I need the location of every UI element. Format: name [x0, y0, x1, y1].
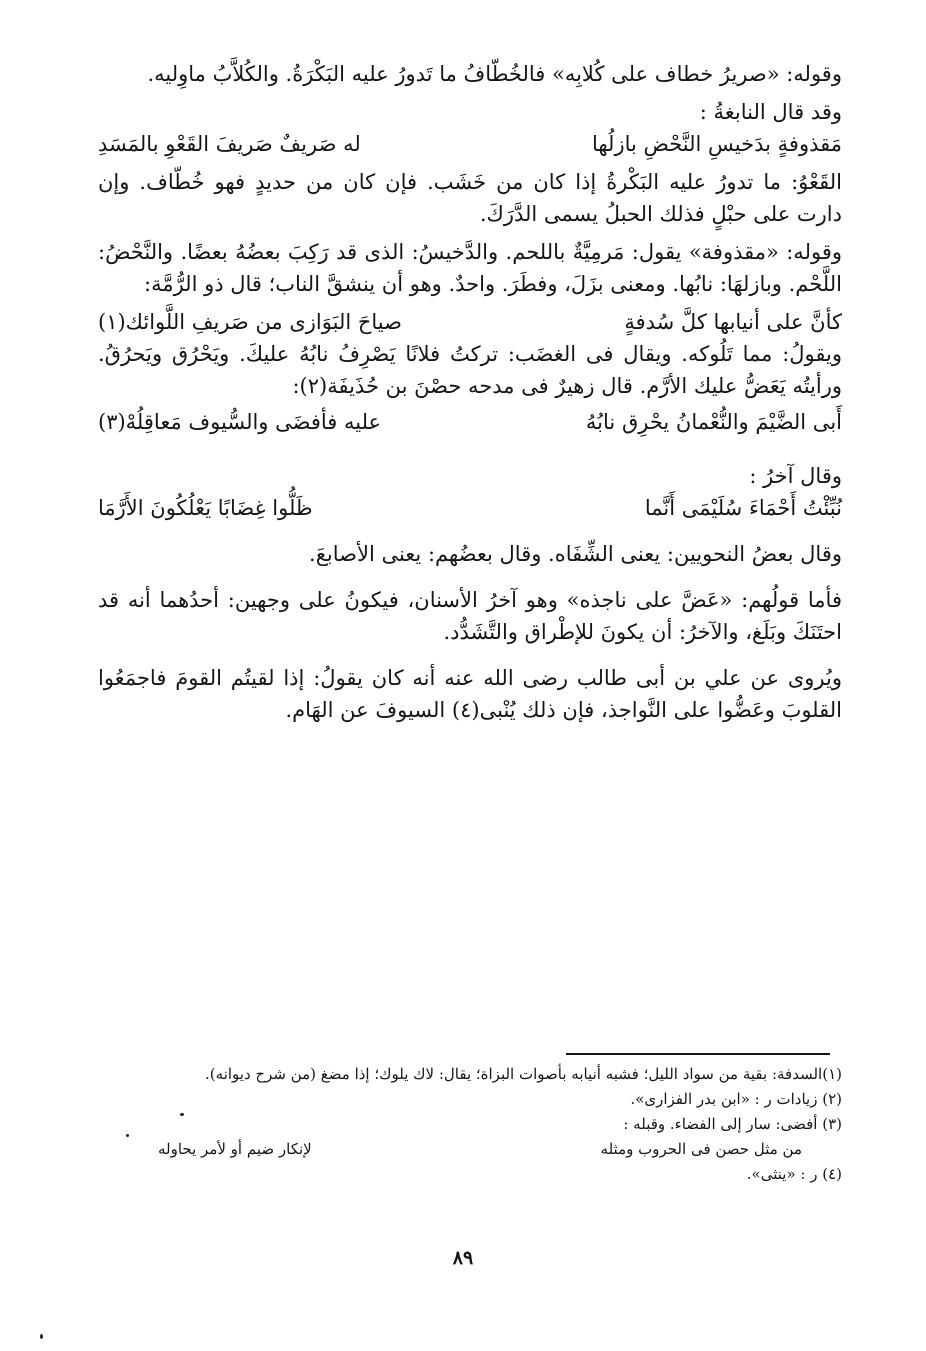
verse-second-hemistich: له صَريفٌ صَريفَ القَعْوِ بالمَسَدِ	[98, 132, 361, 156]
paragraph: فأما قولُهم: «عَضَّ على ناجذه» وهو آخرُ الأسنان، فيكونُ على وجهين: أحدُهما أنه قد احتَنَكَ وبَلَغ، والآخرُ: أن يكونَ للإطْراق والتَّشَدُّد.	[98, 588, 842, 644]
verse-first-hemistich: نُبِّئْتُ أَحْمَاءَ سُلَيْمَى أَنَّما	[644, 496, 842, 520]
footnote-verse-first-hemistich: من مثل حصن فى الحروب ومثله	[600, 1140, 802, 1158]
footnotes	[98, 1062, 842, 1187]
footnote: (٣) أفضى: سار إلى الفضاء. وقبله :	[623, 1115, 842, 1133]
paragraph: وقال آخرُ :	[749, 464, 842, 488]
paragraph: وقد قال النابغةُ :	[699, 100, 842, 124]
paragraph: وقال بعضُ النحويين: يعنى الشِّفَاه. وقال بعضُهم: يعنى الأصابعَ.	[309, 542, 842, 566]
verse-line	[98, 128, 842, 160]
footnote-verse	[98, 1137, 842, 1162]
main-text	[98, 58, 842, 726]
footnote-verse-second-hemistich: لإنكار ضيم أو لأمر يحاوله	[158, 1140, 312, 1158]
verse-second-hemistich: عليه فأفضَى والسُّيوف مَعاقِلُهْ(٣)	[98, 410, 382, 434]
verse-first-hemistich: كأنَّ على أنيابها كلَّ سُدفةٍ	[624, 310, 842, 334]
scan-speck	[180, 1113, 184, 1116]
scan-speck	[126, 1134, 129, 1137]
footnote: (٤) ر : «ينثى».	[746, 1165, 842, 1183]
verse-second-hemistich: ظَلُّوا غِضَابًا يَعْلُكُونَ الأَرَّمَا	[98, 496, 313, 520]
paragraph: وقوله: «مقذوفة» يقول: مَرمِيَّةٌ باللحم. والدَّخيسُ: الذى قد رَكِبَ بعضُهُ بعضًا. والنَّحْضُ: اللَّحْم. وبازلهَا: نابُها. ومعنى بزَلَ، وفطَرَ. واحدٌ. وهو أن ينشقَّ الناب؛ قال ذو الرُّمَّة:	[98, 240, 842, 296]
footnote-divider	[566, 1053, 830, 1055]
verse-line	[98, 306, 842, 338]
verse-first-hemistich: أَبى الضَّيْمَ والنُّعْمانُ يحْرِق نابُهُ	[585, 410, 842, 434]
verse-line	[98, 492, 842, 524]
paragraph: وقوله: «صريرُ خطاف على كُلابِه» فالخُطّافُ ما تَدورُ عليه البَكْرَةُ. والكُلاَّبُ ماوِليه.	[147, 62, 842, 86]
scan-speck	[40, 1334, 43, 1339]
verse-first-hemistich: مَقذوفةٍ بدَخيسِ النَّحْضِ بازلُها	[591, 132, 842, 156]
page-number: ٨٩	[452, 1247, 474, 1269]
footnote: (٢) زيادات ر : «ابن بدر الفزارى».	[630, 1090, 842, 1108]
paragraph: القَعْوُ: ما تدورُ عليه البَكْرةُ إذا كان من خَشَب. فإن كان من حديدٍ فهو خُطّاف. وإن دارت على حبْلٍ فذلك الحبلُ يسمى الدَّرَكَ.	[98, 170, 842, 226]
paragraph: ويقولُ: مما تَلُوكه. ويقال فى الغضَب: تركتُ فلانًا يَصْرِفُ نابُهُ عليكَ. ويَحْرُق ويَحرُقُ. ورأيتُه يَعَضُّ عليك الأرَّم. قال زهيرٌ فى مدحه حصْنَ بن حُذَيفَة(٢):	[98, 342, 842, 398]
verse-second-hemistich: صياحَ البَوَازى من صَريفِ اللَّوائك(١)	[98, 310, 402, 334]
footnote: (١)السدفة: بقية من سواد الليل؛ فشبه أنيابه بأصوات البزاة؛ يقال: لاك يلوك؛ إذا مضغ (من شرح ديوانه).	[205, 1065, 842, 1083]
paragraph: ويُروى عن علي بن أبى طالب رضى الله عنه أنه كان يقولُ: إذا لقيتُم القومَ فاجمَعُوا القلوبَ وعَضُّوا على النَّواجذ، فإن ذلك يُنْبى(٤) السيوفَ عن الهَام.	[98, 666, 842, 722]
verse-line	[98, 406, 842, 438]
